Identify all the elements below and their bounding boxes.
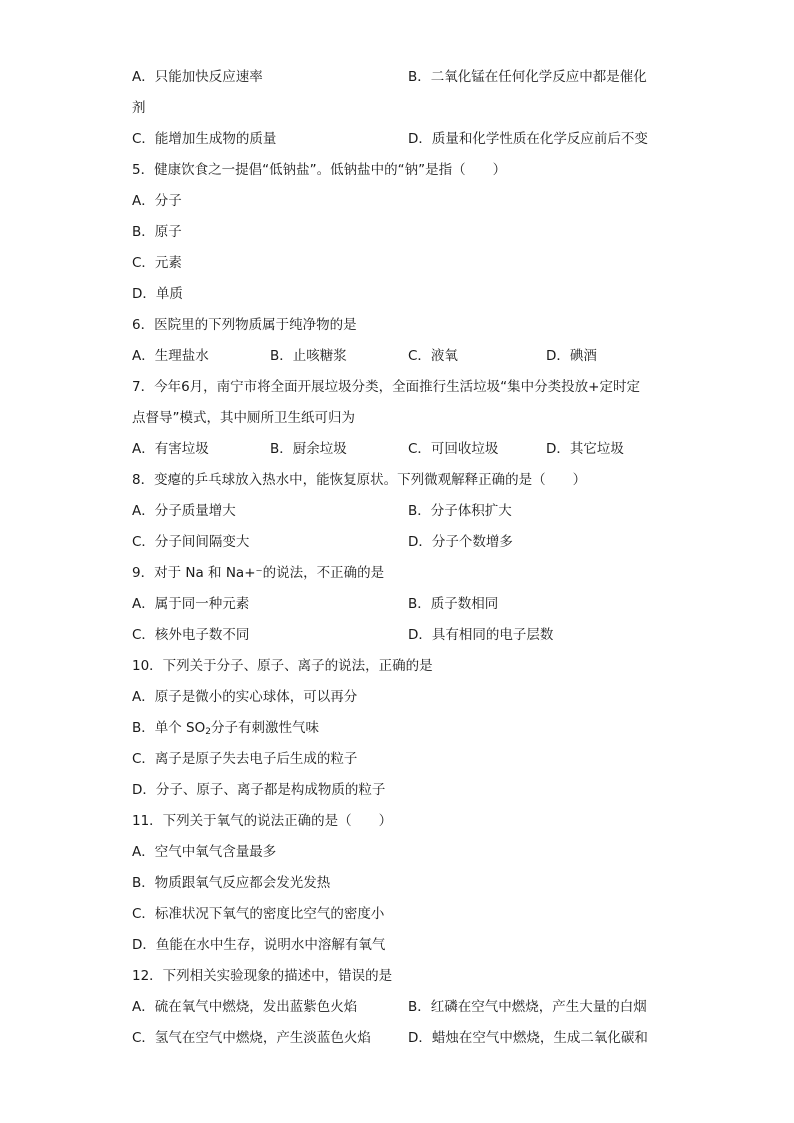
line-text: C．离子是原子失去电子后生成的粒子 [132, 751, 358, 767]
line-text: 点督导”模式，其中厕所卫生纸可归为 [132, 410, 355, 426]
exam-line [132, 744, 662, 775]
line-text: D．单质 [132, 286, 183, 302]
exam-line [132, 217, 662, 248]
line-text: A．只能加快反应速率 [132, 69, 263, 85]
line-text: C．核外电子数不同 [132, 627, 250, 643]
line-text: 6．医院里的下列物质属于纯净物的是 [132, 317, 357, 333]
line-text: A．分子 [132, 193, 182, 209]
subscript: 2 [205, 727, 211, 737]
line-text: B．原子 [132, 224, 182, 240]
line-text: A．有害垃圾 [132, 441, 209, 457]
line-text: 剂 [132, 100, 146, 116]
exam-line [132, 527, 662, 558]
line-text: C．能增加生成物的质量 [132, 131, 277, 147]
text-part: B．单个 SO [132, 720, 206, 736]
text-part: 分子有刺激性气味 [210, 720, 319, 736]
exam-line [132, 248, 662, 279]
exam-line [132, 682, 662, 713]
exam-line [132, 372, 662, 403]
exam-line [132, 403, 662, 434]
line-text: 11．下列关于氧气的说法正确的是（ ） [132, 813, 393, 829]
line-text: D．分子个数增多 [408, 534, 513, 550]
exam-line [132, 806, 662, 837]
exam-line [132, 310, 662, 341]
line-text: A．硫在氧气中燃烧，发出蓝紫色火焰 [132, 999, 358, 1015]
line-text: A．分子质量增大 [132, 503, 236, 519]
line-text: B．质子数相同 [408, 596, 499, 612]
line-text: A．原子是微小的实心球体，可以再分 [132, 689, 358, 705]
line-text: D．分子、原子、离子都是构成物质的粒子 [132, 782, 386, 798]
exam-line [132, 155, 662, 186]
exam-line [132, 961, 662, 992]
line-text: D．碘酒 [546, 348, 597, 364]
line-text: D．质量和化学性质在化学反应前后不变 [408, 131, 648, 147]
exam-line [132, 496, 662, 527]
line-text: D．鱼能在水中生存，说明水中溶解有氧气 [132, 937, 386, 953]
line-text: A．生理盐水 [132, 348, 209, 364]
line-text: C．元素 [132, 255, 182, 271]
line-text: 10．下列关于分子、原子、离子的说法，正确的是 [132, 658, 433, 674]
exam-line [132, 341, 662, 372]
line-text: A．空气中氧气含量最多 [132, 844, 277, 860]
line-text [132, 713, 319, 744]
exam-line [132, 620, 662, 651]
exam-line [132, 713, 662, 744]
line-text: C．可回收垃圾 [408, 441, 499, 457]
line-text: 9．对于 Na 和 Na+⁻的说法，不正确的是 [132, 565, 385, 581]
exam-page [132, 62, 662, 1054]
line-text: B．厨余垃圾 [270, 441, 347, 457]
line-text: 8．变瘪的乒乓球放入热水中，能恢复原状。下列微观解释正确的是（ ） [132, 472, 587, 488]
line-text: A．属于同一种元素 [132, 596, 250, 612]
line-text: B．二氧化锰在任何化学反应中都是催化 [408, 69, 647, 85]
line-text: C．标准状况下氧气的密度比空气的密度小 [132, 906, 385, 922]
exam-line [132, 992, 662, 1023]
line-text: D．具有相同的电子层数 [408, 627, 554, 643]
exam-line [132, 186, 662, 217]
exam-line [132, 775, 662, 806]
exam-line [132, 124, 662, 155]
exam-line [132, 899, 662, 930]
exam-line [132, 589, 662, 620]
line-text: 12．下列相关实验现象的描述中，错误的是 [132, 968, 393, 984]
line-text: B．红磷在空气中燃烧，产生大量的白烟 [408, 999, 647, 1015]
line-text: D．其它垃圾 [546, 441, 624, 457]
exam-line [132, 434, 662, 465]
exam-line [132, 651, 662, 682]
line-text: 5．健康饮食之一提倡“低钠盐”。低钠盐中的“钠”是指（ ） [132, 162, 507, 178]
exam-line [132, 1023, 662, 1054]
line-text: C．分子间间隔变大 [132, 534, 250, 550]
line-text: B．分子体积扩大 [408, 503, 512, 519]
exam-line [132, 930, 662, 961]
line-text: B．止咳糖浆 [270, 348, 347, 364]
line-text: B．物质跟氧气反应都会发光发热 [132, 875, 331, 891]
exam-line [132, 868, 662, 899]
line-text: C．液氧 [408, 348, 458, 364]
line-text: 7．今年6月，南宁市将全面开展垃圾分类，全面推行生活垃圾“集中分类投放+定时定 [132, 379, 640, 395]
exam-line [132, 279, 662, 310]
line-text: C．氢气在空气中燃烧，产生淡蓝色火焰 [132, 1030, 371, 1046]
exam-line [132, 62, 662, 93]
exam-line [132, 837, 662, 868]
exam-line [132, 93, 662, 124]
line-text: D．蜡烛在空气中燃烧，生成二氧化碳和 [408, 1030, 648, 1046]
exam-line [132, 465, 662, 496]
exam-line [132, 558, 662, 589]
